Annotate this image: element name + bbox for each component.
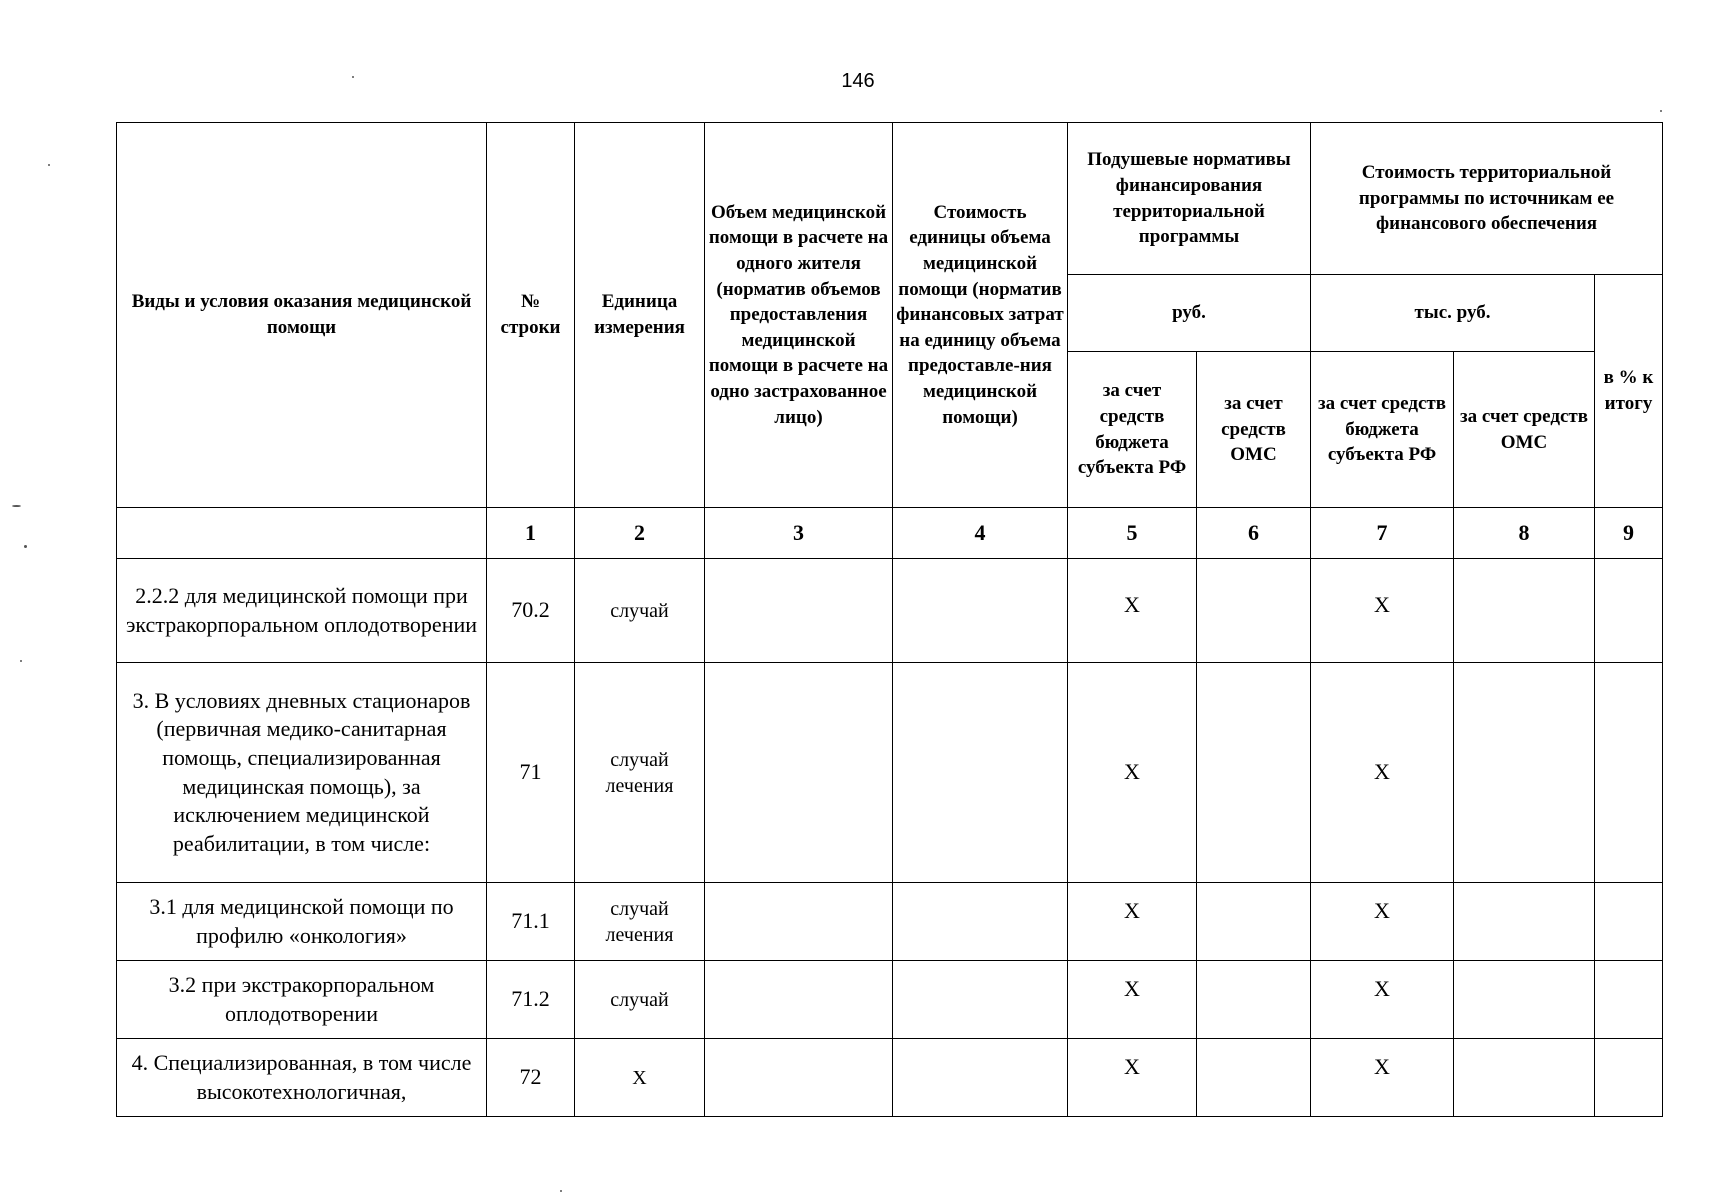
row-name: 4. Специализированная, в том числе высокотехнологичная, [117,1039,487,1117]
header-oms-rub: за счет средств ОМС [1197,352,1311,508]
header-volume: Объем медицинской помощи в расчете на одного жителя (норматив объемов предоставления медицинской помощи в расчете на одно застрахованное лицо) [705,123,893,508]
column-number: 2 [575,508,705,559]
row-cost [893,883,1068,961]
row-cost [893,559,1068,663]
row-unit: случай лечения [575,883,705,961]
row-cost [893,663,1068,883]
scan-speck [1660,110,1662,112]
column-number: 6 [1197,508,1311,559]
row-unit: X [575,1039,705,1117]
row-budget-thousand: X [1311,1039,1454,1117]
header-row-no: № строки [487,123,575,508]
row-name: 2.2.2 для медицинской помощи при экстракорпоральном оплодотворении [117,559,487,663]
column-number-row [117,508,1663,559]
header-budget-rub: за счет средств бюджета субъекта РФ [1068,352,1197,508]
row-volume [705,663,893,883]
header-types: Виды и условия оказания медицинской помощи [117,123,487,508]
row-cost [893,1039,1068,1117]
scan-speck [12,505,21,507]
row-percent [1595,883,1663,961]
column-number: 4 [893,508,1068,559]
table-row [117,961,1663,1039]
row-name: 3.2 при экстракорпоральном оплодотворении [117,961,487,1039]
scan-speck [48,164,50,166]
row-unit: случай лечения [575,663,705,883]
column-number: 5 [1068,508,1197,559]
column-number: 1 [487,508,575,559]
header-oms-thousand: за счет средств ОМС [1454,352,1595,508]
row-volume [705,961,893,1039]
column-number: 3 [705,508,893,559]
scan-speck [20,660,22,662]
row-percent [1595,559,1663,663]
table-row [117,883,1663,961]
scan-speck [352,76,354,78]
row-oms-thousand [1454,1039,1595,1117]
row-budget-thousand: X [1311,559,1454,663]
row-budget-thousand: X [1311,961,1454,1039]
scan-speck [560,1190,562,1192]
header-rub: руб. [1068,275,1311,352]
financing-table [116,122,1663,1117]
row-budget-rub: X [1068,1039,1197,1117]
row-name: 3.1 для медицинской помощи по профилю «онкология» [117,883,487,961]
row-line-no: 72 [487,1039,575,1117]
table-row [117,663,1663,883]
row-line-no: 71.2 [487,961,575,1039]
row-cost [893,961,1068,1039]
header-per-capita: Подушевые нормативы финансирования территориальной программы [1068,123,1311,275]
row-oms-rub [1197,961,1311,1039]
header-program-cost: Стоимость территориальной программы по источникам ее финансового обеспечения [1311,123,1663,275]
row-budget-thousand: X [1311,663,1454,883]
row-oms-rub [1197,663,1311,883]
row-line-no: 71.1 [487,883,575,961]
header-unit: Единица измерения [575,123,705,508]
scan-speck [24,545,27,548]
row-volume [705,559,893,663]
page-number: 146 [841,70,875,92]
row-name: 3. В условиях дневных стационаров (первичная медико-санитарная помощь, специализированная медицинская помощь), за исключением медицинской реабилитации, в том числе: [117,663,487,883]
row-oms-thousand [1454,961,1595,1039]
column-number: 9 [1595,508,1663,559]
column-number: 7 [1311,508,1454,559]
row-percent [1595,1039,1663,1117]
row-budget-thousand: X [1311,883,1454,961]
row-volume [705,883,893,961]
row-budget-rub: X [1068,883,1197,961]
row-oms-rub [1197,559,1311,663]
row-oms-rub [1197,883,1311,961]
row-line-no: 71 [487,663,575,883]
table-row [117,559,1663,663]
row-oms-thousand [1454,883,1595,961]
row-unit: случай [575,961,705,1039]
header-percent: в % к итогу [1595,275,1663,508]
row-percent [1595,961,1663,1039]
table-row [117,1039,1663,1117]
column-number: 8 [1454,508,1595,559]
row-budget-rub: X [1068,961,1197,1039]
row-budget-rub: X [1068,559,1197,663]
row-volume [705,1039,893,1117]
row-percent [1595,663,1663,883]
row-unit: случай [575,559,705,663]
row-oms-rub [1197,1039,1311,1117]
row-line-no: 70.2 [487,559,575,663]
header-budget-thousand: за счет средств бюджета субъекта РФ [1311,352,1454,508]
row-oms-thousand [1454,663,1595,883]
row-oms-thousand [1454,559,1595,663]
header-thousand-rub: тыс. руб. [1311,275,1595,352]
header-cost: Стоимость единицы объема медицинской помощи (норматив финансовых затрат на единицу объема предоставле-ния медицинской помощи) [893,123,1068,508]
row-budget-rub: X [1068,663,1197,883]
column-number-blank [117,508,487,559]
